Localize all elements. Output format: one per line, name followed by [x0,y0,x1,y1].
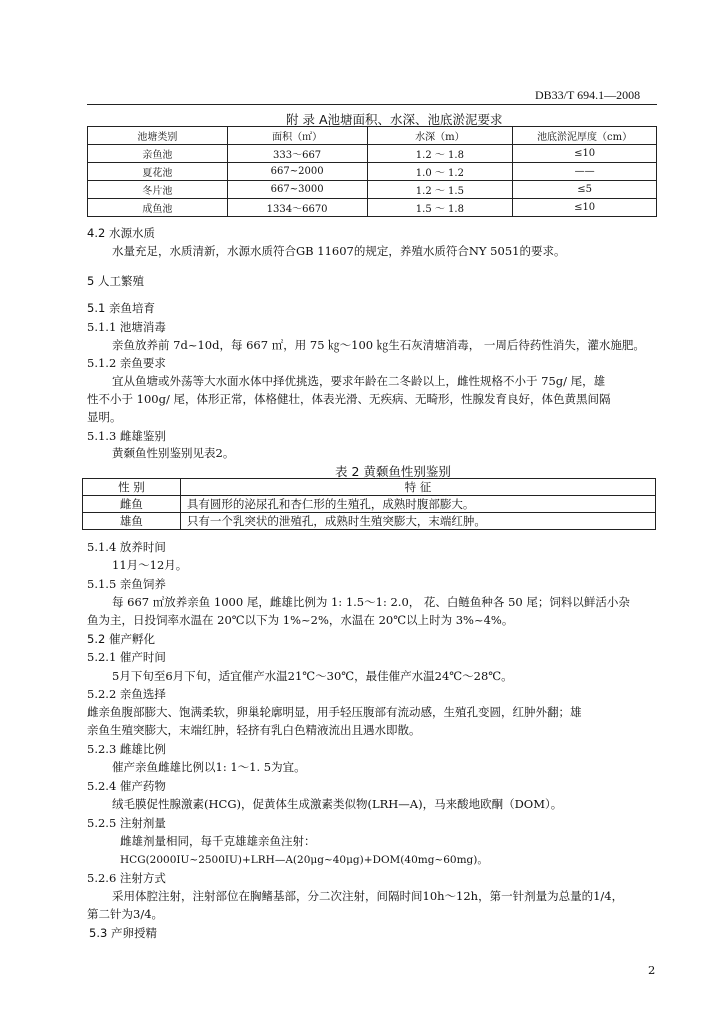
subsection-heading: 5.2.3 雌雄比例 [87,742,166,756]
table-cell: 只有一个乳突状的泄殖孔，成熟时生殖突膨大，末端红肿。 [180,513,655,530]
table-cell: 333～667 [227,145,367,163]
paragraph-line: 采用体腔注射，注射部位在胸鳍基部，分二次注射，间隔时间10h～12h，第一针剂量为总量的1/4， [112,889,624,903]
column-header: 池塘类别 [88,127,228,145]
table-row [88,145,657,163]
paragraph-line: 每 667 ㎡放养亲鱼 1000 尾，雌雄比例为 1: 1.5～1: 2.0， 花、白鲢鱼种各 50 尾；饲料以鲜活小杂 [112,595,630,609]
table-cell: 1.5 ～ 1.8 [367,199,513,217]
page-number: 2 [648,963,656,977]
subsection-heading: 5.1.3 雌雄鉴别 [87,429,166,443]
table-row [83,496,656,513]
column-header: 面积（㎡） [227,127,367,145]
table-cell: 667~2000 [227,163,367,181]
table-cell: 亲鱼池 [88,145,228,163]
table-header-row [83,479,656,496]
paragraph: 亲鱼放养前 7d~10d，每 667 ㎡，用 75 ㎏～100 ㎏生石灰清塘消毒， 一周后待药性消失，灌水施肥。 [112,338,645,352]
table-header-row [88,127,657,145]
subsection-heading: 5.2.5 注射剂量 [87,816,166,830]
table-cell: 冬片池 [88,181,228,199]
table-cell: ≤10 [513,199,657,217]
table-cell: 1.2 ～ 1.8 [367,145,513,163]
section-heading: 5.3 产卵授精 [89,926,157,940]
paragraph-line: 性不小于 100g/ 尾，体形正常，体格健壮，体表光滑、无疾病、无畸形，性腺发育良好，体色黄黑间隔 [87,392,611,406]
subsection-heading: 5.1.2 亲鱼要求 [87,356,166,370]
table-cell: 雌鱼 [83,496,181,513]
paragraph-line: 显明。 [87,410,122,424]
paragraph-line: 鱼为主，日投饲率水温在 20℃以下为 1%~2%，水温在 20℃以上时为 3%~4%。 [87,613,514,627]
subsection-heading: 5.2.1 催产时间 [87,650,166,664]
paragraph: 黄颡鱼性别鉴别见表2。 [112,446,235,460]
table-caption: 表 2 黄颡鱼性别鉴别 [335,464,451,479]
table-cell: 具有圆形的泌尿孔和杏仁形的生殖孔，成熟时腹部膨大。 [180,496,655,513]
section-heading: 4.2 水源水质 [87,226,155,240]
column-header: 特 征 [180,479,655,496]
subsection-heading: 5.1.1 池塘消毒 [87,320,166,334]
table-cell: 雄鱼 [83,513,181,530]
table-cell: 1.0 ～ 1.2 [367,163,513,181]
table-cell: ≤5 [513,181,657,199]
column-header: 性 别 [83,479,181,496]
header-rule [87,104,657,105]
table-row [88,163,657,181]
standard-code: DB33/T 694.1—2008 [535,88,641,102]
paragraph: 绒毛膜促性腺激素(HCG)，促黄体生成激素类似物(LRH—A)，马来酸地欧酮（DOM）。 [112,797,563,811]
subsection-heading: 5.1.5 亲鱼饲养 [87,577,166,591]
dosage-formula: HCG(2000IU~2500IU)+LRH—A(20μg~40μg)+DOM(40mg~60mg)。 [120,854,488,866]
table-cell: 1334～6670 [227,199,367,217]
table-cell: 667~3000 [227,181,367,199]
column-header: 池底淤泥厚度（cm） [513,127,657,145]
column-header: 水深（m） [367,127,513,145]
paragraph: 水量充足，水质清新，水源水质符合GB 11607的规定，养殖水质符合NY 5051的要求。 [112,244,566,258]
section-heading: 5 人工繁殖 [87,274,144,288]
paragraph-line: 第二针为3/4。 [87,907,164,921]
paragraph-line: 宜从鱼塘或外荡等大水面水体中择优挑选，要求年龄在二冬龄以上，雌性规格不小于 75g/ 尾，雄 [112,374,606,388]
sex-identification-table [82,478,656,530]
section-heading: 5.2 催产孵化 [87,632,155,646]
table-row [83,513,656,530]
table-row [88,199,657,217]
paragraph: 催产亲鱼雌雄比例以1: 1～1. 5为宜。 [112,760,306,774]
table-cell: 成鱼池 [88,199,228,217]
subsection-heading: 5.2.4 催产药物 [87,779,166,793]
subsection-heading: 5.2.6 注射方式 [87,871,166,885]
paragraph-line: 亲鱼生殖突膨大，末端红肿，轻挤有乳白色精液流出且遇水即散。 [87,723,421,737]
table-cell: 1.2 ～ 1.5 [367,181,513,199]
section-heading: 5.1 亲鱼培育 [87,301,155,315]
paragraph: 5月下旬至6月下旬，适宜催产水温21℃～30℃，最佳催产水温24℃～28℃。 [112,669,513,683]
subsection-heading: 5.1.4 放养时间 [87,540,166,554]
table-row [88,181,657,199]
paragraph-line: 雌亲鱼腹部膨大、饱满柔软，卵巢轮廓明显，用手轻压腹部有流动感，生殖孔变圆，红肿外翻；雄 [87,705,582,719]
paragraph: 雌雄剂量相同，每千克雄雄亲鱼注射： [120,834,316,848]
appendix-caption: 附 录 A池塘面积、水深、池底淤泥要求 [286,112,503,127]
paragraph: 11月～12月。 [112,558,188,572]
table-cell: —— [513,163,657,181]
table-cell: 夏花池 [88,163,228,181]
appendix-table [87,126,657,217]
subsection-heading: 5.2.2 亲鱼选择 [87,687,166,701]
table-cell: ≤10 [513,145,657,163]
